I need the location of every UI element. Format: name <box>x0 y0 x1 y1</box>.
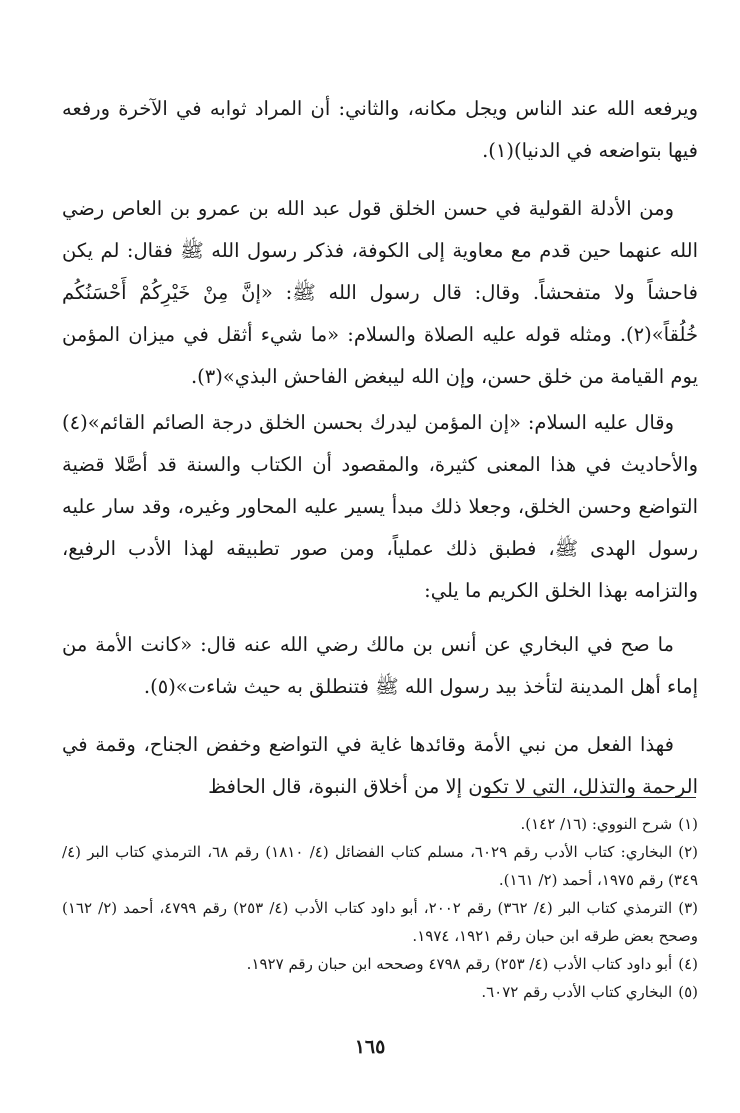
footnote-text: أبو داود كتاب الأدب (٤/ ٢٥٣) رقم ٤٧٩٨ وصححه ابن حبان رقم ١٩٢٧. <box>246 955 673 973</box>
footnote-number: (٢) <box>678 843 699 861</box>
paragraph-3: وقال عليه السلام: «إن المؤمن ليدرك بحسن الخلق درجة الصائم القائم»(٤) والأحاديث في هذا المعنى كثيرة، والمقصود أن الكتاب والسنة قد أصَّلا قضية التواضع وحسن الخلق، وجعلا ذلك مبدأ يسير عليه المحاور وغيره، وقد سار عليه رسول الهدى ﷺ، فطبق ذلك عملياً، ومن صور تطبيقه لهذا الأدب الرفيع، والتزامه بهذا الخلق الكريم ما يلي: <box>62 411 698 602</box>
footnote-text: البخاري كتاب الأدب رقم ٦٠٧٢. <box>481 983 673 1001</box>
footnotes <box>62 810 698 1006</box>
footnote-item <box>62 810 698 838</box>
paragraph-1: ويرفعه الله عند الناس ويجل مكانه، والثاني: أن المراد ثوابه في الآخرة ورفعه فيها بتواضعه في الدنيا)(١). <box>62 97 698 162</box>
footnote-number: (٤) <box>678 955 698 973</box>
footnote-item <box>62 978 698 1006</box>
footnote-item <box>62 838 698 894</box>
footnote-divider <box>484 797 696 798</box>
paragraph-4: ما صح في البخاري عن أنس بن مالك رضي الله عنه قال: «كانت الأمة من إماء أهل المدينة لتأخذ بيد رسول الله ﷺ فتنطلق به حيث شاءت»(٥). <box>62 633 698 698</box>
footnote-number: (١) <box>678 815 698 833</box>
footnote-text: شرح النووي: (١٦/ ١٤٢). <box>520 815 673 833</box>
footnote-text: البخاري: كتاب الأدب رقم ٦٠٢٩، مسلم كتاب الفضائل (٤/ ١٨١٠) رقم ٦٨، الترمذي كتاب البر (٤/ ٣٤٩) رقم ١٩٧٥، أحمد (٢/ ١٦١). <box>62 843 698 889</box>
footnote-item <box>62 894 698 950</box>
footnote-text: الترمذي كتاب البر (٤/ ٣٦٢) رقم ٢٠٠٢، أبو داود كتاب الأدب (٤/ ٢٥٣) رقم ٤٧٩٩، أحمد (٢/ ١٦٢) وصحح بعض طرقه ابن حبان رقم ١٩٢١، ١٩٧٤. <box>62 899 698 945</box>
footnote-item <box>62 950 698 978</box>
paragraph-5: فهذا الفعل من نبي الأمة وقائدها غاية في التواضع وخفض الجناح، وقمة في الرحمة والتذلل، التي لا تكون إلا من أخلاق النبوة، قال الحافظ <box>62 733 698 798</box>
page-number: ١٦٥ <box>354 1036 386 1058</box>
footnote-number: (٣) <box>678 899 699 917</box>
footnote-number: (٥) <box>678 983 698 1001</box>
paragraph-2: ومن الأدلة القولية في حسن الخلق قول عبد الله بن عمرو بن العاص رضي الله عنهما حين قدم مع معاوية إلى الكوفة، فذكر رسول الله ﷺ فقال: لم يكن فاحشاً ولا متفحشاً. وقال: قال رسول الله ﷺ: «إنَّ مِنْ خَيْرِكُمْ أَحْسَنُكُم خُلُقاً»(٢). ومثله قوله عليه الصلاة والسلام: «ما شيء أثقل في ميزان المؤمن يوم القيامة من خلق حسن، وإن الله ليبغض الفاحش البذي»(٣). <box>62 197 698 388</box>
main-text <box>62 88 698 808</box>
